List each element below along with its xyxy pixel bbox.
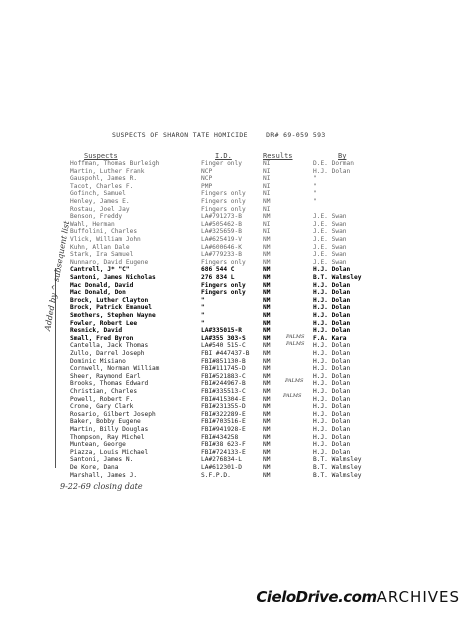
suspect-id: " (201, 304, 205, 312)
table-row (0, 472, 474, 480)
suspect-id: FBI#322289-E (201, 410, 246, 418)
suspect-id: LA#779233-B (201, 251, 242, 259)
suspect-checked-by: H.J. Dolan (313, 426, 351, 433)
suspect-name: Resnick, David (70, 327, 123, 335)
suspect-result: NM (263, 365, 271, 373)
suspect-checked-by: H.J. Dolan (313, 266, 351, 274)
suspect-name: Rosario, Gilbert Joseph (70, 410, 156, 418)
suspect-name: Gauspohl, James R. (70, 175, 138, 183)
suspect-result: NM (263, 410, 271, 418)
suspect-id: LA#791273-B (201, 213, 242, 221)
suspect-name: Small, Fred Byron (70, 334, 134, 342)
suspect-id: FBI#415304-E (201, 395, 246, 403)
suspect-id: LA#612301-D (201, 464, 242, 471)
suspect-checked-by: B.T. Walmsley (313, 456, 362, 464)
suspect-id: PMP (201, 182, 213, 190)
suspect-name: Henley, James E. (70, 198, 130, 205)
suspect-result: NM (263, 380, 271, 388)
suspect-id: FBI#244967-B (201, 380, 246, 388)
suspect-checked-by: H.J. Dolan (313, 410, 351, 418)
suspect-result: NM (263, 334, 271, 342)
suspect-id: FBI#941928-E (201, 426, 246, 433)
suspect-checked-by: " (313, 175, 317, 183)
suspect-checked-by: " (313, 198, 317, 205)
suspect-result: NM (263, 388, 271, 395)
suspect-id: FBI#703516-E (201, 418, 246, 426)
suspect-result: NM (263, 433, 271, 441)
suspect-name: Cornwell, Norman William (70, 365, 160, 373)
suspect-result: NM (263, 456, 271, 464)
suspect-id: Fingers only (201, 198, 246, 205)
suspect-id: FBI#111745-D (201, 365, 246, 373)
suspect-name: Brock, Luther Clayton (70, 296, 149, 304)
suspect-name: Benson, Freddy (70, 213, 123, 221)
suspect-result: NI (263, 228, 271, 236)
suspect-id: LA#625419-V (201, 236, 242, 243)
suspect-result: NM (263, 426, 271, 433)
suspect-checked-by: H.J. Dolan (313, 281, 351, 289)
suspect-id: LA#505462-B (201, 220, 242, 228)
suspect-name: Nunnaro, David Eugene (70, 258, 149, 266)
suspect-checked-by: H.J. Dolan (313, 167, 351, 175)
handwritten-palms-note-3: PALMS (285, 378, 304, 384)
suspect-name: Piazza, Louis Michael (70, 448, 149, 456)
document-title: SUSPECTS OF SHARON TATE HOMICIDE (112, 131, 248, 139)
watermark-suffix: ARCHIVES (376, 588, 460, 606)
suspect-id: NCP (201, 167, 213, 175)
suspect-name: De Kore, Dana (70, 464, 119, 471)
suspect-checked-by: H.J. Dolan (313, 342, 351, 350)
watermark-brand: CieloDrive.com (256, 588, 377, 606)
suspect-checked-by: J.E. Swan (313, 251, 347, 259)
suspect-name: Rostau, Joel Jay (70, 205, 130, 213)
suspect-id: FBI#231355-D (201, 403, 246, 411)
suspect-name: Mac Donald, David (70, 281, 134, 289)
suspect-checked-by: H.J. Dolan (313, 327, 351, 335)
suspect-name: Cantella, Jack Thomas (70, 342, 149, 350)
suspect-id: LA#355 303-S (201, 334, 246, 342)
suspect-id: 686 544 C (201, 266, 235, 274)
suspect-result: NM (263, 418, 271, 426)
suspect-name: Vlick, William John (70, 236, 141, 243)
header-id: I.D. (215, 152, 232, 160)
suspect-id: Fingers only (201, 190, 246, 198)
suspect-id: LA#600646-K (201, 243, 242, 251)
suspect-checked-by: F.A. Kara (313, 334, 347, 342)
suspect-name: Christian, Charles (70, 388, 138, 395)
suspect-result: NM (263, 464, 271, 471)
suspect-id: Fingers only (201, 281, 246, 289)
suspect-name: Powell, Robert F. (70, 395, 134, 403)
watermark-logo (256, 588, 460, 606)
suspect-result: NM (263, 198, 271, 205)
suspect-result: NM (263, 289, 271, 297)
suspect-checked-by: H.J. Dolan (313, 365, 351, 373)
suspect-id: " (201, 319, 205, 327)
suspect-checked-by: H.J. Dolan (313, 289, 351, 297)
suspect-checked-by: J.E. Swan (313, 220, 347, 228)
suspect-checked-by: H.J. Dolan (313, 448, 351, 456)
suspect-checked-by: H.J. Dolan (313, 388, 351, 395)
suspect-id: Fingers only (201, 258, 246, 266)
suspect-id: " (201, 296, 205, 304)
suspect-name: Mac Donald, Don (70, 289, 126, 297)
suspect-result: NI (263, 175, 271, 183)
suspect-checked-by: H.J. Dolan (313, 380, 351, 388)
suspect-id: NCP (201, 175, 213, 183)
suspect-name: Dominic Misiano (70, 357, 126, 365)
handwritten-date-note: 9-22-69 closing date (60, 482, 143, 491)
suspect-id: FBI#521883-C (201, 372, 246, 380)
suspect-checked-by: J.E. Swan (313, 213, 347, 221)
suspect-id: 276 834 L (201, 274, 235, 281)
suspect-result: NM (263, 342, 271, 350)
suspect-result: NI (263, 205, 271, 213)
suspect-checked-by: J.E. Swan (313, 243, 347, 251)
suspect-result: NM (263, 236, 271, 243)
suspect-id: LA#276834-L (201, 456, 242, 464)
suspect-result: NM (263, 319, 271, 327)
suspect-result: NM (263, 395, 271, 403)
header-results: Results (263, 152, 293, 160)
suspect-checked-by: H.J. Dolan (313, 350, 351, 357)
suspect-result: NM (263, 274, 271, 281)
suspect-result: NM (263, 357, 271, 365)
suspect-result: NM (263, 471, 271, 479)
suspect-name: Martin, Luther Frank (70, 167, 145, 175)
suspect-checked-by: B.T. Walmsley (313, 464, 362, 471)
suspect-result: NM (263, 281, 271, 289)
suspect-checked-by: H.J. Dolan (313, 319, 351, 327)
suspect-result: NM (263, 296, 271, 304)
suspect-checked-by: H.J. Dolan (313, 418, 351, 426)
suspect-name: Baker, Bobby Eugene (70, 418, 141, 426)
suspect-result: NI (263, 160, 271, 167)
suspect-id: FBI#434258 (201, 433, 239, 441)
suspect-id: FBI#335513-C (201, 388, 246, 395)
suspect-id: FBI#724133-E (201, 448, 246, 456)
suspect-name: Cantrell, J* "C" (70, 266, 130, 274)
suspect-result: NM (263, 327, 271, 335)
header-by: By (338, 152, 347, 160)
suspect-name: Brooks, Thomas Edward (70, 380, 149, 388)
suspect-checked-by: H.J. Dolan (313, 441, 351, 449)
suspect-name: Hoffman, Thomas Burleigh (70, 160, 160, 167)
suspect-name: Marshall, James J. (70, 471, 138, 479)
suspect-name: Kuhn, Allan Dale (70, 243, 130, 251)
suspect-id: " (201, 312, 205, 319)
suspect-name: Buffolini, Charles (70, 228, 138, 236)
suspect-result: NI (263, 190, 271, 198)
suspect-checked-by: " (313, 182, 317, 190)
suspect-checked-by: H.J. Dolan (313, 395, 351, 403)
suspect-name: Wahl, Herman (70, 220, 115, 228)
suspect-id: Fingers only (201, 205, 246, 213)
suspect-checked-by: J.E. Swan (313, 236, 347, 243)
suspect-id: Finger only (201, 160, 242, 167)
dr-number: DR# 69-059 593 (266, 131, 326, 139)
suspect-name: Martin, Billy Douglas (70, 426, 149, 433)
suspect-name: Santoni, James Nicholas (70, 274, 156, 281)
handwritten-palms-note-4: PALMS (283, 393, 302, 399)
suspect-result: NI (263, 220, 271, 228)
handwritten-margin-note: Added by ^ subsequent list (43, 220, 72, 332)
suspect-checked-by: " (313, 190, 317, 198)
suspect-checked-by: H.J. Dolan (313, 433, 351, 441)
suspect-id: S.F.P.D. (201, 471, 231, 479)
suspect-id: FBI #447437-B (201, 350, 250, 357)
suspect-name: Crone, Gary Clark (70, 403, 134, 411)
suspect-result: NI (263, 167, 271, 175)
suspect-id: LA#540 515-C (201, 342, 246, 350)
suspect-id: FBI#38 623-F (201, 441, 246, 449)
suspect-name: Fowler, Robert Lee (70, 319, 138, 327)
suspect-checked-by: H.J. Dolan (313, 357, 351, 365)
suspect-checked-by: D.E. Dorman (313, 160, 354, 167)
suspect-id: LA#335015-R (201, 327, 242, 335)
suspect-result: NM (263, 251, 271, 259)
suspect-result: NM (263, 372, 271, 380)
suspect-result: NM (263, 243, 271, 251)
suspect-name: Smothers, Stephen Wayne (70, 312, 156, 319)
suspect-name: Thompson, Ray Michel (70, 433, 145, 441)
suspect-result: NI (263, 182, 271, 190)
handwritten-palms-note-2: PALMS (286, 341, 305, 347)
suspect-checked-by: B.T. Walmsley (313, 471, 362, 479)
suspect-name: Brock, Patrick Emanuel (70, 304, 152, 312)
suspect-name: Muntean, George (70, 441, 126, 449)
suspect-checked-by: H.J. Dolan (313, 372, 351, 380)
header-suspects: Suspects (84, 152, 118, 160)
suspect-name: Sheer, Raymond Earl (70, 372, 141, 380)
suspect-id: FBI#851130-B (201, 357, 246, 365)
suspect-result: NM (263, 258, 271, 266)
suspect-result: NM (263, 312, 271, 319)
suspect-name: Tacot, Charles F. (70, 182, 134, 190)
suspect-result: NM (263, 304, 271, 312)
handwritten-palms-note-1: PALMS (286, 334, 305, 340)
suspect-name: Stark, Ira Samuel (70, 251, 134, 259)
suspect-name: Zullo, Darrel Joseph (70, 350, 145, 357)
suspect-id: Fingers only (201, 289, 246, 297)
suspect-checked-by: J.E. Swan (313, 228, 347, 236)
suspect-name: Gofinch, Samuel (70, 190, 126, 198)
suspect-result: NM (263, 266, 271, 274)
suspect-checked-by: H.J. Dolan (313, 403, 351, 411)
suspect-checked-by: H.J. Dolan (313, 312, 351, 319)
suspect-result: NM (263, 350, 271, 357)
suspect-checked-by: J.E. Swan (313, 258, 347, 266)
suspect-checked-by: H.J. Dolan (313, 304, 351, 312)
suspect-result: NM (263, 448, 271, 456)
suspect-checked-by: H.J. Dolan (313, 296, 351, 304)
suspect-result: NM (263, 441, 271, 449)
suspect-id: LA#325659-B (201, 228, 242, 236)
suspect-result: NM (263, 403, 271, 411)
suspect-name: Santoni, James N. (70, 456, 134, 464)
suspect-result: NM (263, 213, 271, 221)
suspect-checked-by: B.T. Walmsley (313, 274, 362, 281)
document-title-line (112, 131, 412, 139)
